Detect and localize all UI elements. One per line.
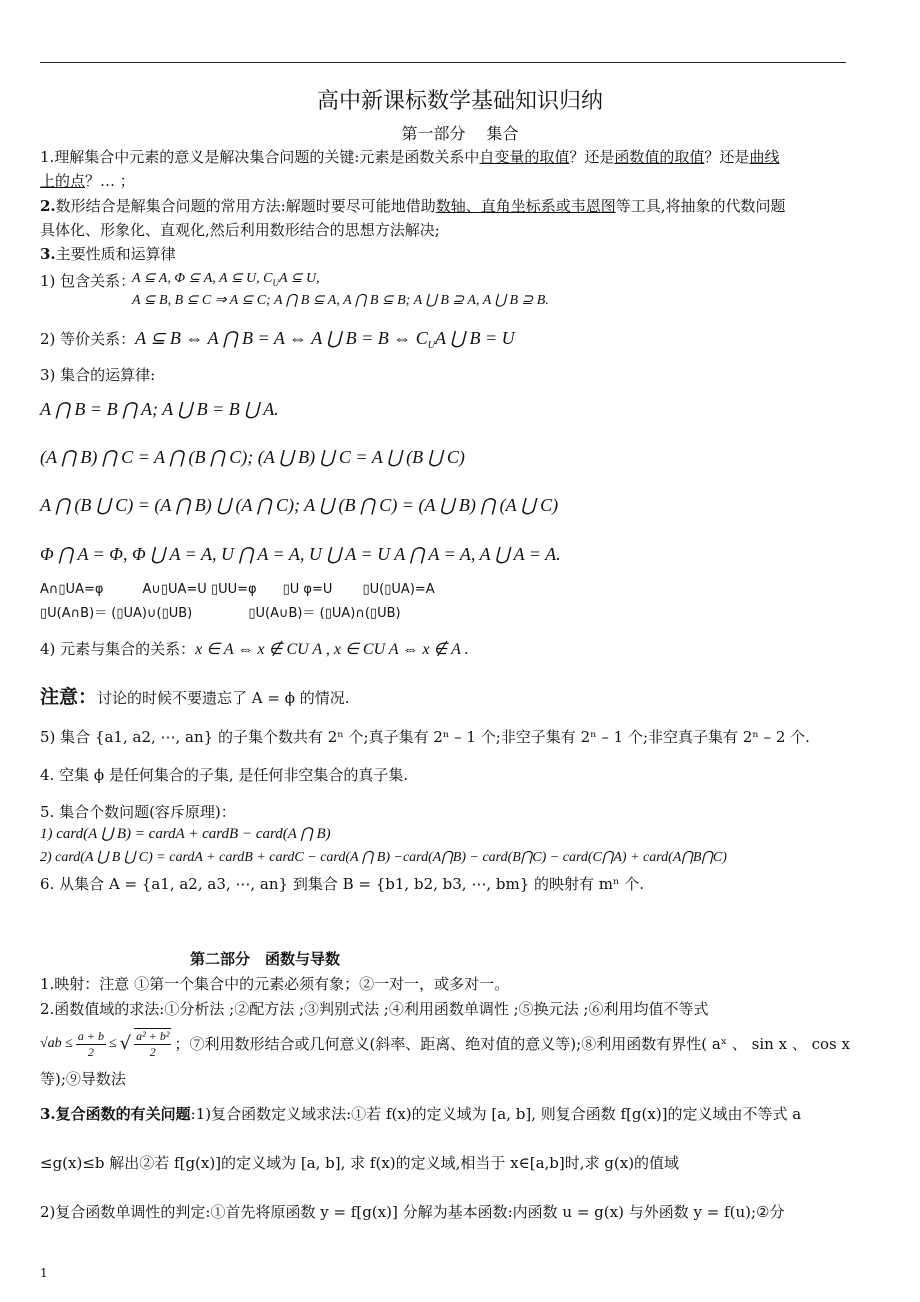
mapping-count-line: 6. 从集合 A = {a1, a2, a3, ⋯, an} 到集合 B = {b1, b2, b3, ⋯, bm} 的映射有 mⁿ 个. [40, 875, 645, 893]
page-title: 高中新课标数学基础知识归纳 [316, 89, 603, 114]
composite-function-line-3: 2)复合函数单调性的判定:①首先将原函数 y = f[g(x)] 分解为基本函数:内函数 u = g(x) 与外函数 y = f(u);②分 [40, 1203, 785, 1221]
law-commutative: A ⋂ B = B ⋂ A; A ⋃ B = B ⋃ A. [40, 399, 279, 419]
function-point-2-end: 等);⑨导数法 [40, 1070, 126, 1088]
function-point-2: 2.函数值域的求法:①分析法 ;②配方法 ;③判别式法 ;④利用函数单调性 ;⑤换元法 ;⑥利用均值不等式 [40, 1000, 709, 1018]
page-number: 1 [40, 1266, 48, 1280]
operation-laws-label: 3) 集合的运算律: [40, 366, 156, 384]
subset-count-line: 5) 集合 {a1, a2, ⋯, an} 的子集个数共有 2ⁿ 个;真子集有 2ⁿ – 1 个;非空子集有 2ⁿ – 1 个;非空真子集有 2ⁿ – 2 个. [40, 728, 810, 746]
inclusion-line-2: A ⊆ B, B ⊆ C ⇒ A ⊆ C; A ⋂ B ⊆ A, A ⋂ B ⊆ B; A ⋃ B ⊇ A, A ⋃ B ⊇ B. [132, 293, 549, 308]
law-distributive: A ⋂ (B ⋃ C) = (A ⋂ B) ⋃ (A ⋂ C); A ⋃ (B ⋂ C) = (A ⋃ B) ⋂ (A ⋃ C) [40, 495, 559, 515]
composite-function-line-1: 3.复合函数的有关问题:1)复合函数定义域求法:①若 f(x)的定义域为 [a, b], 则复合函数 f[g(x)]的定义域由不等式 a [40, 1105, 802, 1123]
function-point-1: 1.映射：注意 ①第一个集合中的元素必须有象；②一对一，或多对一。 [40, 975, 510, 993]
equivalence-line: 2) 等价关系：A ⊆ B ⇔ A ⋂ B = A ⇔ A ⋃ B = B ⇔ $C_UA$ ⋃ B = U [40, 328, 515, 351]
card-formula-1: 1) card(A ⋃ B) = cardA + cardB − card(A ⋂ B) [40, 826, 331, 842]
inclusion-label: 1) 包含关系： [40, 272, 136, 290]
element-set-relation: 4) 元素与集合的关系：x ∈ A ⇔ x ∉ CU A , x ∈ CU A ⇔ x ∉ A . [40, 640, 469, 658]
paragraph-3-heading: 3.主要性质和运算律 [40, 245, 176, 263]
paragraph-2-line-1: 2.数形结合是解集合问题的常用方法:解题时要尽可能地借助数轴、直角坐标系或韦恩图等工具,将抽象的代数问题 [40, 197, 786, 215]
paragraph-2-line-2: 具体化、形象化、直观化,然后利用数形结合的思想方法解决; [40, 221, 440, 239]
law-identity: Φ ⋂ A = Φ, Φ ⋃ A = A, U ⋂ A = A, U ⋃ A = U A ⋂ A = A, A ⋃ A = A. [40, 544, 561, 564]
paragraph-1-line-2: 上的点？… ； [40, 172, 135, 190]
mean-inequality-line: √ab ≤ $\frac{a + b}{2}$ ≤ √ $\frac{\text{a² + b²}}{2}$ ；⑦利用数形结合或几何意义(斜率、距离、绝对值的意义等);⑧利用函数有界性( aˣ 、 sin x 、 cos x [40, 1028, 850, 1059]
inclusion-exclusion-heading: 5. 集合个数问题(容斥原理)： [40, 803, 236, 821]
complement-law-line-2: ▯U(A∩B)＝ (▯UA)∪(▯UB) ▯U(A∪B)＝ (▯UA)∩(▯UB) [40, 606, 401, 621]
header-rule [40, 62, 846, 63]
part2-title: 第二部分 函数与导数 [190, 950, 341, 968]
note-line: 注意：讨论的时候不要遗忘了 A = ϕ 的情况. [40, 686, 350, 708]
complement-law-line-1: A∩▯UA=φ A∪▯UA=U ▯UU=φ ▯U φ=U ▯U(▯UA)=A [40, 582, 435, 597]
composite-function-line-2: ≤g(x)≤b 解出②若 f[g(x)]的定义域为 [a, b], 求 f(x)的定义域,相当于 x∈[a,b]时,求 g(x)的值域 [40, 1154, 680, 1172]
empty-set-line: 4. 空集 ϕ 是任何集合的子集, 是任何非空集合的真子集. [40, 766, 409, 784]
inclusion-line-1: A ⊆ A, Φ ⊆ A, A ⊆ U, $C_UA$ ⊆ U, [132, 271, 320, 288]
part1-title: 第一部分 集合 [401, 124, 519, 143]
fraction-mean: $\frac{a + b}{2}$ [77, 1028, 104, 1059]
card-formula-2: 2) card(A ⋃ B ⋃ C) = cardA + cardB + cardC − card(A ⋂ B) −card(A⋂B) − card(B⋂C) − card(C⋂A) + card(A⋂B⋂C) [40, 850, 727, 865]
paragraph-1-line-1: 1.理解集合中元素的意义是解决集合问题的关键:元素是函数关系中自变量的取值？还是函数值的取值？还是曲线 [40, 148, 780, 166]
fraction-rms: $\frac{\text{a² + b²}}{2}$ [136, 1029, 170, 1059]
law-associative: (A ⋂ B) ⋂ C = A ⋂ (B ⋂ C); (A ⋃ B) ⋃ C = A ⋃ (B ⋃ C) [40, 447, 465, 467]
